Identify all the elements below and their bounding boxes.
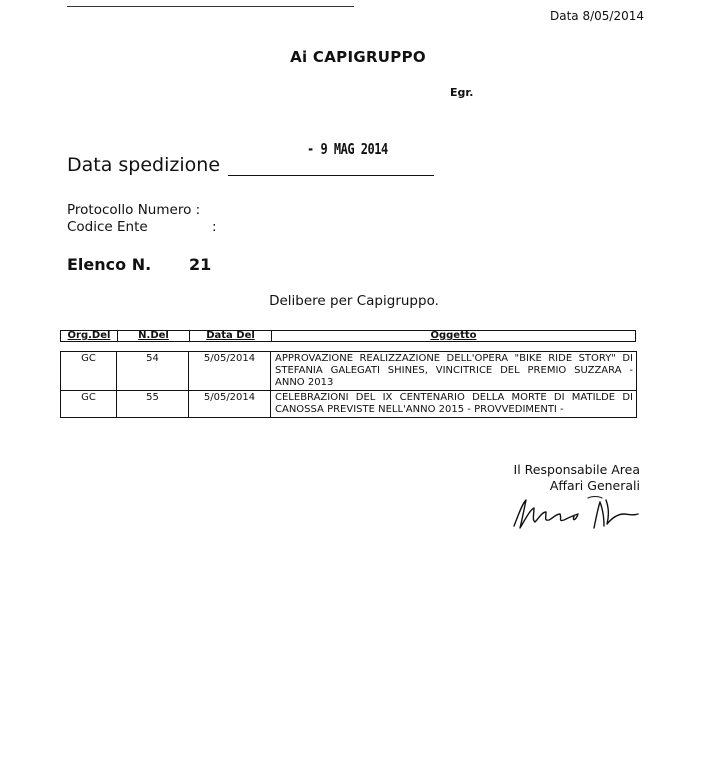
cell-n-del: 54 xyxy=(117,352,189,391)
table-row xyxy=(61,391,637,418)
table-header xyxy=(60,330,636,342)
cell-n-del: 55 xyxy=(117,391,189,418)
document-date: Data 8/05/2014 xyxy=(550,9,644,23)
document-title: Ai CAPIGRUPPO xyxy=(290,48,426,66)
recipient-salutation: Egr. xyxy=(450,86,474,99)
responsible-title: Il Responsabile Area xyxy=(513,462,640,477)
responsible-department: Affari Generali xyxy=(549,478,640,493)
dispatch-date-label: Data spedizione xyxy=(67,154,221,176)
entity-code-label: Codice Ente xyxy=(67,219,148,235)
header-n-del: N.Del xyxy=(138,330,169,341)
cell-data-del: 5/05/2014 xyxy=(189,391,271,418)
handwritten-signature xyxy=(508,494,643,534)
list-subtitle: Delibere per Capigruppo. xyxy=(269,293,439,309)
date-stamp: - 9 MAG 2014 xyxy=(307,140,388,158)
cell-oggetto: APPROVAZIONE REALIZZAZIONE DELL'OPERA "BIKE RIDE STORY" DI STEFANIA GALEGATI SHINES, VINCITRICE DEL PREMIO SUZZARA - ANNO 2013 xyxy=(271,352,637,391)
table-row xyxy=(61,352,637,391)
list-number: 21 xyxy=(189,255,212,274)
cell-org-del: GC xyxy=(61,352,117,391)
deliberations-table xyxy=(60,351,637,418)
header-org-del: Org.Del xyxy=(67,330,111,341)
cell-oggetto: CELEBRAZIONI DEL IX CENTENARIO DELLA MORTE DI MATILDE DI CANOSSA PREVISTE NELL'ANNO 2015 - PROVVEDIMENTI - xyxy=(271,391,637,418)
top-rule xyxy=(67,6,354,7)
dispatch-date-blank xyxy=(228,175,434,176)
header-oggetto: Oggetto xyxy=(430,330,477,341)
cell-org-del: GC xyxy=(61,391,117,418)
list-label: Elenco N. xyxy=(67,255,152,274)
cell-data-del: 5/05/2014 xyxy=(189,352,271,391)
header-data-del: Data Del xyxy=(206,330,255,341)
entity-code-colon: : xyxy=(212,219,217,235)
protocol-number-label: Protocollo Numero : xyxy=(67,202,201,218)
